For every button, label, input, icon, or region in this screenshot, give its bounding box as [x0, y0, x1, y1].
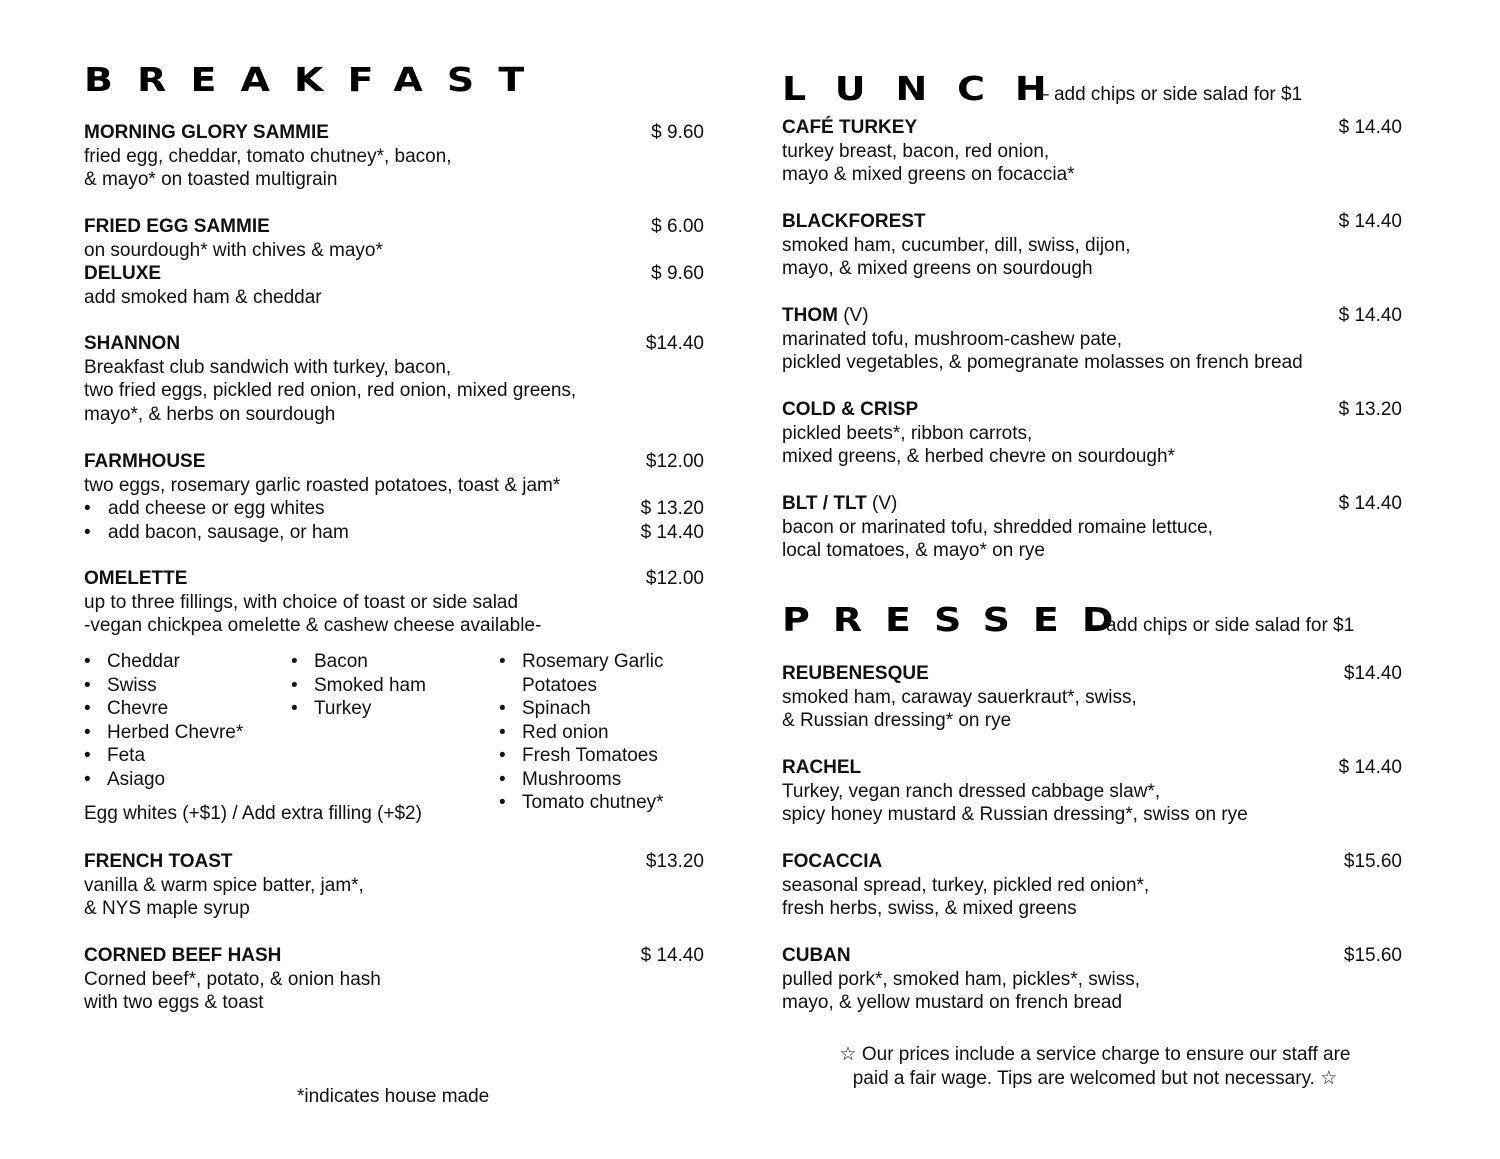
pressed-note: – add chips or side salad for $1: [1090, 615, 1355, 636]
service-charge-note: ☆ Our prices include a service charge to ensure our staff are paid a fair wage. Tips are welcomed but not necessary. ☆: [839, 1044, 1351, 1089]
item-name: FRIED EGG SAMMIE: [84, 216, 270, 237]
item-description: marinated tofu, mushroom-cashew pate, pickled vegetables, & pomegranate molasses on french bread: [782, 328, 1303, 373]
breakfast-heading: BREAKFAST: [84, 60, 549, 99]
list-item: • Bacon: [291, 650, 491, 674]
item-description: fried egg, cheddar, tomato chutney*, bacon, & mayo* on toasted multigrain: [84, 145, 452, 190]
item-name: REUBENESQUE: [782, 663, 929, 684]
item-description: up to three fillings, with choice of toast or side salad -vegan chickpea omelette & cashew cheese available-: [84, 591, 542, 636]
item-description: add smoked ham & cheddar: [84, 286, 322, 308]
menu-item-reubenesque: [782, 662, 1402, 733]
item-price: $12.00: [645, 451, 704, 472]
pressed-heading-row: [782, 600, 1355, 639]
menu-item-cafe-turkey: [782, 116, 1402, 187]
item-name: FARMHOUSE: [84, 451, 206, 472]
addon-price: $ 14.40: [640, 521, 704, 543]
omelette-extras-note: Egg whites (+$1) / Add extra filling (+$2): [84, 803, 422, 824]
item-price: $ 14.40: [1338, 117, 1402, 138]
menu-item-fried-egg-sammie: [84, 215, 704, 309]
addon-label: • add cheese or egg whites: [84, 497, 325, 521]
item-description: Breakfast club sandwich with turkey, bacon, two fried eggs, pickled red onion, red onion, mixed greens, mayo*, & herbs on sourdough: [84, 356, 577, 425]
list-item: • Turkey: [291, 697, 491, 721]
item-price: $13.20: [645, 851, 704, 872]
item-price: $ 6.00: [651, 216, 704, 237]
item-price: $ 14.40: [640, 945, 704, 966]
menu-item-focaccia: [782, 850, 1402, 921]
list-item: • Rosemary Garlic Potatoes: [499, 650, 719, 697]
item-description: two eggs, rosemary garlic roasted potatoes, toast & jam*: [84, 474, 561, 496]
item-tag: (V): [866, 493, 898, 514]
menu-item-cold-and-crisp: [782, 398, 1402, 469]
item-name: THOM: [782, 305, 838, 326]
item-name: DELUXE: [84, 263, 162, 284]
item-tag: (V): [837, 305, 869, 326]
list-item: • Mushrooms: [499, 768, 719, 792]
pressed-heading: PRESSED: [782, 600, 1137, 639]
item-name: FRENCH TOAST: [84, 851, 233, 872]
menu-item-rachel: [782, 756, 1402, 827]
item-price: $ 14.40: [1338, 757, 1402, 778]
lunch-note: – add chips or side salad for $1: [1038, 84, 1303, 105]
list-item: • Tomato chutney*: [499, 791, 719, 815]
item-description: smoked ham, cucumber, dill, swiss, dijon, mayo, & mixed greens on sourdough: [782, 234, 1131, 279]
menu-item-blackforest: [782, 210, 1402, 281]
item-description: smoked ham, caraway sauerkraut*, swiss, & Russian dressing* on rye: [782, 686, 1137, 731]
item-name: FOCACCIA: [782, 851, 883, 872]
item-price: $ 13.20: [1338, 399, 1402, 420]
menu-item-omelette: [84, 567, 704, 638]
addon-row: [84, 521, 704, 545]
item-name: CAFÉ TURKEY: [782, 117, 918, 138]
item-price: $ 9.60: [651, 122, 704, 143]
list-item: • Fresh Tomatoes: [499, 744, 719, 768]
list-item: • Asiago: [84, 768, 284, 792]
addon-price: $ 13.20: [640, 498, 704, 519]
item-name: COLD & CRISP: [782, 399, 919, 420]
menu-item-thom: [782, 304, 1402, 375]
menu-item-corned-beef-hash: [84, 944, 704, 1015]
item-description: on sourdough* with chives & mayo*: [84, 239, 383, 261]
omelette-fillings-meats: [291, 650, 491, 721]
list-item: • Swiss: [84, 674, 284, 698]
item-price: $ 9.60: [651, 263, 704, 284]
item-price: $ 14.40: [1338, 493, 1402, 514]
list-item: • Herbed Chevre*: [84, 721, 284, 745]
addon-label: • add bacon, sausage, or ham: [84, 521, 349, 545]
item-description: turkey breast, bacon, red onion, mayo & mixed greens on focaccia*: [782, 140, 1075, 185]
item-price: $14.40: [1343, 663, 1402, 684]
item-name: CUBAN: [782, 945, 851, 966]
omelette-fillings-veg: [499, 650, 719, 815]
list-item: • Feta: [84, 744, 284, 768]
item-price: $14.40: [645, 333, 704, 354]
item-description: Turkey, vegan ranch dressed cabbage slaw*, spicy honey mustard & Russian dressing*, swiss on rye: [782, 780, 1248, 825]
lunch-heading: LUNCH: [782, 69, 1077, 108]
item-name: OMELETTE: [84, 568, 188, 589]
list-item: • Smoked ham: [291, 674, 491, 698]
item-name: SHANNON: [84, 333, 181, 354]
item-price: $12.00: [645, 568, 704, 589]
item-name: MORNING GLORY SAMMIE: [84, 122, 329, 143]
item-description: Corned beef*, potato, & onion hash with two eggs & toast: [84, 968, 381, 1013]
item-description: pickled beets*, ribbon carrots, mixed greens, & herbed chevre on sourdough*: [782, 422, 1175, 467]
item-description: seasonal spread, turkey, pickled red onion*, fresh herbs, swiss, & mixed greens: [782, 874, 1150, 919]
item-description: bacon or marinated tofu, shredded romaine lettuce, local tomatoes, & mayo* on rye: [782, 516, 1213, 561]
item-price: $ 14.40: [1338, 211, 1402, 232]
item-description: pulled pork*, smoked ham, pickles*, swiss, mayo, & yellow mustard on french bread: [782, 968, 1140, 1013]
lunch-heading-row: [782, 69, 1303, 108]
addon-row: [84, 497, 704, 521]
item-price: $15.60: [1343, 945, 1402, 966]
item-price: $ 14.40: [1338, 305, 1402, 326]
menu-item-shannon: [84, 332, 704, 426]
list-item: • Red onion: [499, 721, 719, 745]
menu-item-blt-tlt: [782, 492, 1402, 563]
menu-item-cuban: [782, 944, 1402, 1015]
item-name: BLT / TLT: [782, 493, 867, 514]
menu-item-farmhouse: [84, 450, 704, 544]
house-made-footnote: *indicates house made: [297, 1086, 490, 1107]
list-item: • Chevre: [84, 697, 284, 721]
list-item: • Spinach: [499, 697, 719, 721]
omelette-fillings-cheeses: [84, 650, 284, 791]
item-name: RACHEL: [782, 757, 862, 778]
item-name: BLACKFOREST: [782, 211, 926, 232]
item-name: CORNED BEEF HASH: [84, 945, 282, 966]
item-description: vanilla & warm spice batter, jam*, & NYS maple syrup: [84, 874, 364, 919]
item-price: $15.60: [1343, 851, 1402, 872]
menu-item-morning-glory: [84, 121, 704, 192]
list-item: • Cheddar: [84, 650, 284, 674]
menu-item-french-toast: [84, 850, 704, 921]
